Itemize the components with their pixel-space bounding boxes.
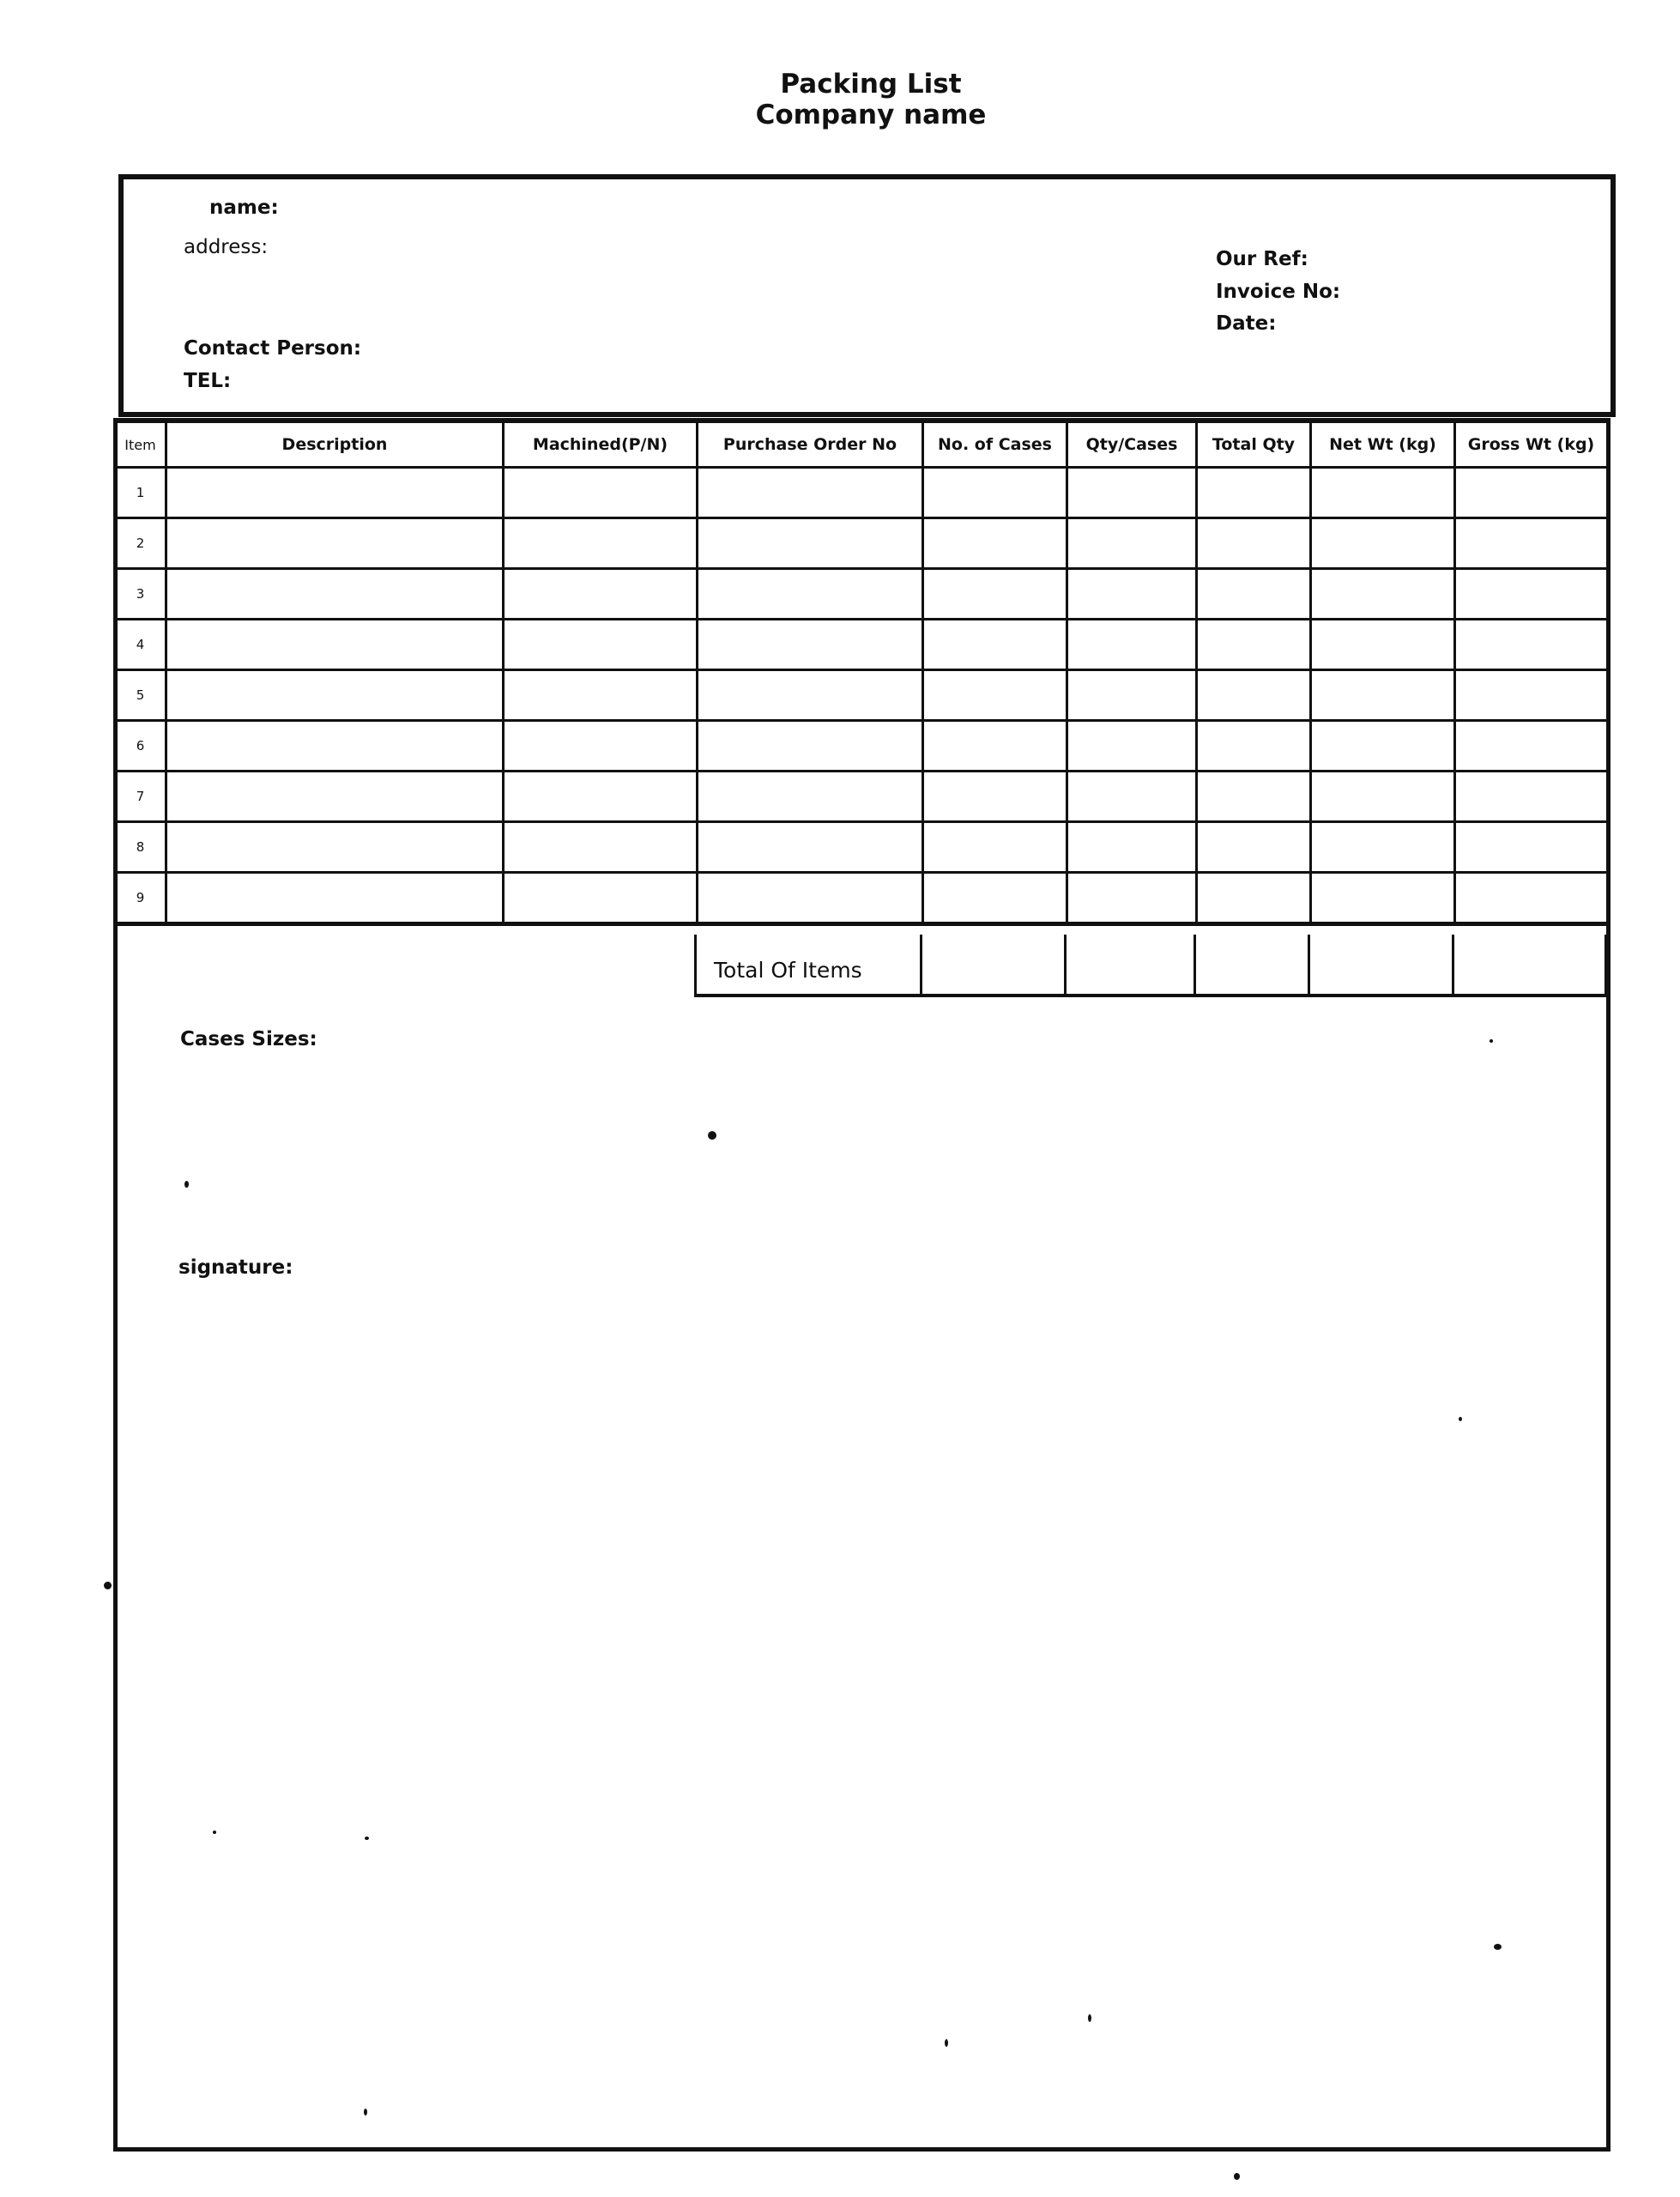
machined-pn-cell[interactable]: [504, 468, 698, 518]
purchase-order-no-cell[interactable]: [698, 772, 923, 822]
table-row: [115, 873, 1608, 924]
scan-speck: [365, 1837, 369, 1840]
net-wt-cell[interactable]: [1311, 822, 1455, 873]
no-of-cases-cell[interactable]: [923, 873, 1067, 924]
description-cell[interactable]: [166, 569, 504, 620]
scan-speck: [184, 1181, 189, 1188]
table-row: [115, 468, 1608, 518]
purchase-order-no-cell[interactable]: [698, 873, 923, 924]
no-of-cases-cell[interactable]: [923, 772, 1067, 822]
total-of-items-label: Total Of Items: [696, 935, 922, 996]
description-cell[interactable]: [166, 873, 504, 924]
gross-wt-cell[interactable]: [1455, 670, 1608, 721]
table-row: [115, 721, 1608, 772]
item-number: 7: [115, 772, 166, 822]
machined-pn-cell[interactable]: [504, 822, 698, 873]
description-cell[interactable]: [166, 468, 504, 518]
table-row: [115, 822, 1608, 873]
signature-label: signature:: [178, 1256, 293, 1279]
purchase-order-no-cell[interactable]: [698, 620, 923, 670]
purchase-order-no-cell[interactable]: [698, 518, 923, 569]
item-number: 5: [115, 670, 166, 721]
gross-wt-cell[interactable]: [1455, 468, 1608, 518]
qty-cases-cell[interactable]: [1067, 670, 1197, 721]
column-header-no-of-cases: No. of Cases: [923, 422, 1067, 468]
column-header-net-wt: Net Wt (kg): [1311, 422, 1455, 468]
total-qty-cell[interactable]: [1197, 468, 1311, 518]
no-of-cases-cell[interactable]: [923, 620, 1067, 670]
item-number: 2: [115, 518, 166, 569]
scan-speck: [104, 1582, 112, 1589]
machined-pn-cell[interactable]: [504, 518, 698, 569]
total-qty-cell[interactable]: [1197, 873, 1311, 924]
total-qty-cell[interactable]: [1195, 935, 1309, 996]
net-wt-cell[interactable]: [1311, 620, 1455, 670]
item-number: 1: [115, 468, 166, 518]
qty-cases-cell[interactable]: [1067, 518, 1197, 569]
qty-cases-cell[interactable]: [1067, 468, 1197, 518]
net-wt-cell[interactable]: [1311, 772, 1455, 822]
column-header-description: Description: [166, 422, 504, 468]
purchase-order-no-cell[interactable]: [698, 670, 923, 721]
purchase-order-no-cell[interactable]: [698, 468, 923, 518]
description-cell[interactable]: [166, 620, 504, 670]
description-cell[interactable]: [166, 822, 504, 873]
machined-pn-cell[interactable]: [504, 569, 698, 620]
column-header-qty-cases: Qty/Cases: [1067, 422, 1197, 468]
machined-pn-cell[interactable]: [504, 772, 698, 822]
total-qty-cell[interactable]: [1197, 670, 1311, 721]
item-number: 6: [115, 721, 166, 772]
scan-speck: [945, 2039, 948, 2047]
item-number: 3: [115, 569, 166, 620]
total-cases-cell[interactable]: [922, 935, 1066, 996]
cases-sizes-label: Cases Sizes:: [180, 1028, 317, 1050]
scan-speck: [213, 1831, 216, 1834]
total-qty-cell[interactable]: [1197, 569, 1311, 620]
total-qty-cell[interactable]: [1197, 772, 1311, 822]
table-row: [115, 620, 1608, 670]
machined-pn-cell[interactable]: [504, 873, 698, 924]
table-row: [115, 772, 1608, 822]
no-of-cases-cell[interactable]: [923, 468, 1067, 518]
item-number: 9: [115, 873, 166, 924]
description-cell[interactable]: [166, 772, 504, 822]
item-number: 8: [115, 822, 166, 873]
qty-cases-cell[interactable]: [1067, 873, 1197, 924]
scan-speck: [708, 1131, 716, 1140]
purchase-order-no-cell[interactable]: [698, 822, 923, 873]
document-title: Packing List: [780, 69, 962, 100]
scan-speck: [1459, 1417, 1462, 1421]
machined-pn-cell[interactable]: [504, 620, 698, 670]
machined-pn-cell[interactable]: [504, 721, 698, 772]
description-cell[interactable]: [166, 518, 504, 569]
total-qty-cell[interactable]: [1197, 620, 1311, 670]
packing-table: [113, 421, 1609, 926]
scan-speck: [1088, 2014, 1091, 2022]
no-of-cases-cell[interactable]: [923, 822, 1067, 873]
table-header-row: [115, 422, 1608, 468]
table-row: [115, 518, 1608, 569]
gross-wt-cell[interactable]: [1455, 518, 1608, 569]
qty-cases-cell[interactable]: [1067, 620, 1197, 670]
net-wt-cell[interactable]: [1311, 873, 1455, 924]
column-header-item: Item: [115, 422, 166, 468]
total-qty-cell[interactable]: [1197, 721, 1311, 772]
name-label: name:: [209, 197, 279, 219]
total-qty-cases-cell[interactable]: [1066, 935, 1195, 996]
description-cell[interactable]: [166, 670, 504, 721]
scan-speck: [364, 2109, 367, 2115]
net-wt-cell[interactable]: [1311, 721, 1455, 772]
net-wt-cell[interactable]: [1311, 518, 1455, 569]
no-of-cases-cell[interactable]: [923, 518, 1067, 569]
our-ref-label: Our Ref:: [1216, 248, 1308, 270]
column-header-total-qty: Total Qty: [1197, 422, 1311, 468]
gross-wt-cell[interactable]: [1455, 569, 1608, 620]
net-wt-cell[interactable]: [1311, 670, 1455, 721]
gross-wt-cell[interactable]: [1455, 721, 1608, 772]
totals-row: [694, 935, 1607, 997]
no-of-cases-cell[interactable]: [923, 569, 1067, 620]
net-wt-cell[interactable]: [1311, 569, 1455, 620]
gross-wt-cell[interactable]: [1455, 873, 1608, 924]
column-header-machined-pn: Machined(P/N): [504, 422, 698, 468]
contact-person-label: Contact Person:: [184, 337, 362, 360]
tel-label: TEL:: [184, 370, 232, 392]
net-wt-cell[interactable]: [1311, 468, 1455, 518]
scan-speck: [1494, 1944, 1502, 1950]
purchase-order-no-cell[interactable]: [698, 569, 923, 620]
table-row: [115, 569, 1608, 620]
date-label: Date:: [1216, 312, 1277, 335]
qty-cases-cell[interactable]: [1067, 569, 1197, 620]
gross-wt-cell[interactable]: [1455, 620, 1608, 670]
machined-pn-cell[interactable]: [504, 670, 698, 721]
total-gross-wt-cell[interactable]: [1453, 935, 1606, 996]
column-header-purchase-order-no: Purchase Order No: [698, 422, 923, 468]
address-label: address:: [184, 236, 269, 258]
company-name: Company name: [755, 100, 987, 130]
gross-wt-cell[interactable]: [1455, 822, 1608, 873]
scan-speck: [1234, 2173, 1240, 2180]
gross-wt-cell[interactable]: [1455, 772, 1608, 822]
no-of-cases-cell[interactable]: [923, 670, 1067, 721]
column-header-gross-wt: Gross Wt (kg): [1455, 422, 1608, 468]
qty-cases-cell[interactable]: [1067, 721, 1197, 772]
qty-cases-cell[interactable]: [1067, 772, 1197, 822]
qty-cases-cell[interactable]: [1067, 822, 1197, 873]
table-row: [115, 670, 1608, 721]
item-number: 4: [115, 620, 166, 670]
total-qty-cell[interactable]: [1197, 518, 1311, 569]
invoice-no-label: Invoice No:: [1216, 281, 1341, 303]
total-qty-cell[interactable]: [1197, 822, 1311, 873]
no-of-cases-cell[interactable]: [923, 721, 1067, 772]
recipient-info-box: [118, 174, 1616, 417]
description-cell[interactable]: [166, 721, 504, 772]
scan-speck: [1490, 1039, 1493, 1043]
total-net-wt-cell[interactable]: [1309, 935, 1453, 996]
purchase-order-no-cell[interactable]: [698, 721, 923, 772]
